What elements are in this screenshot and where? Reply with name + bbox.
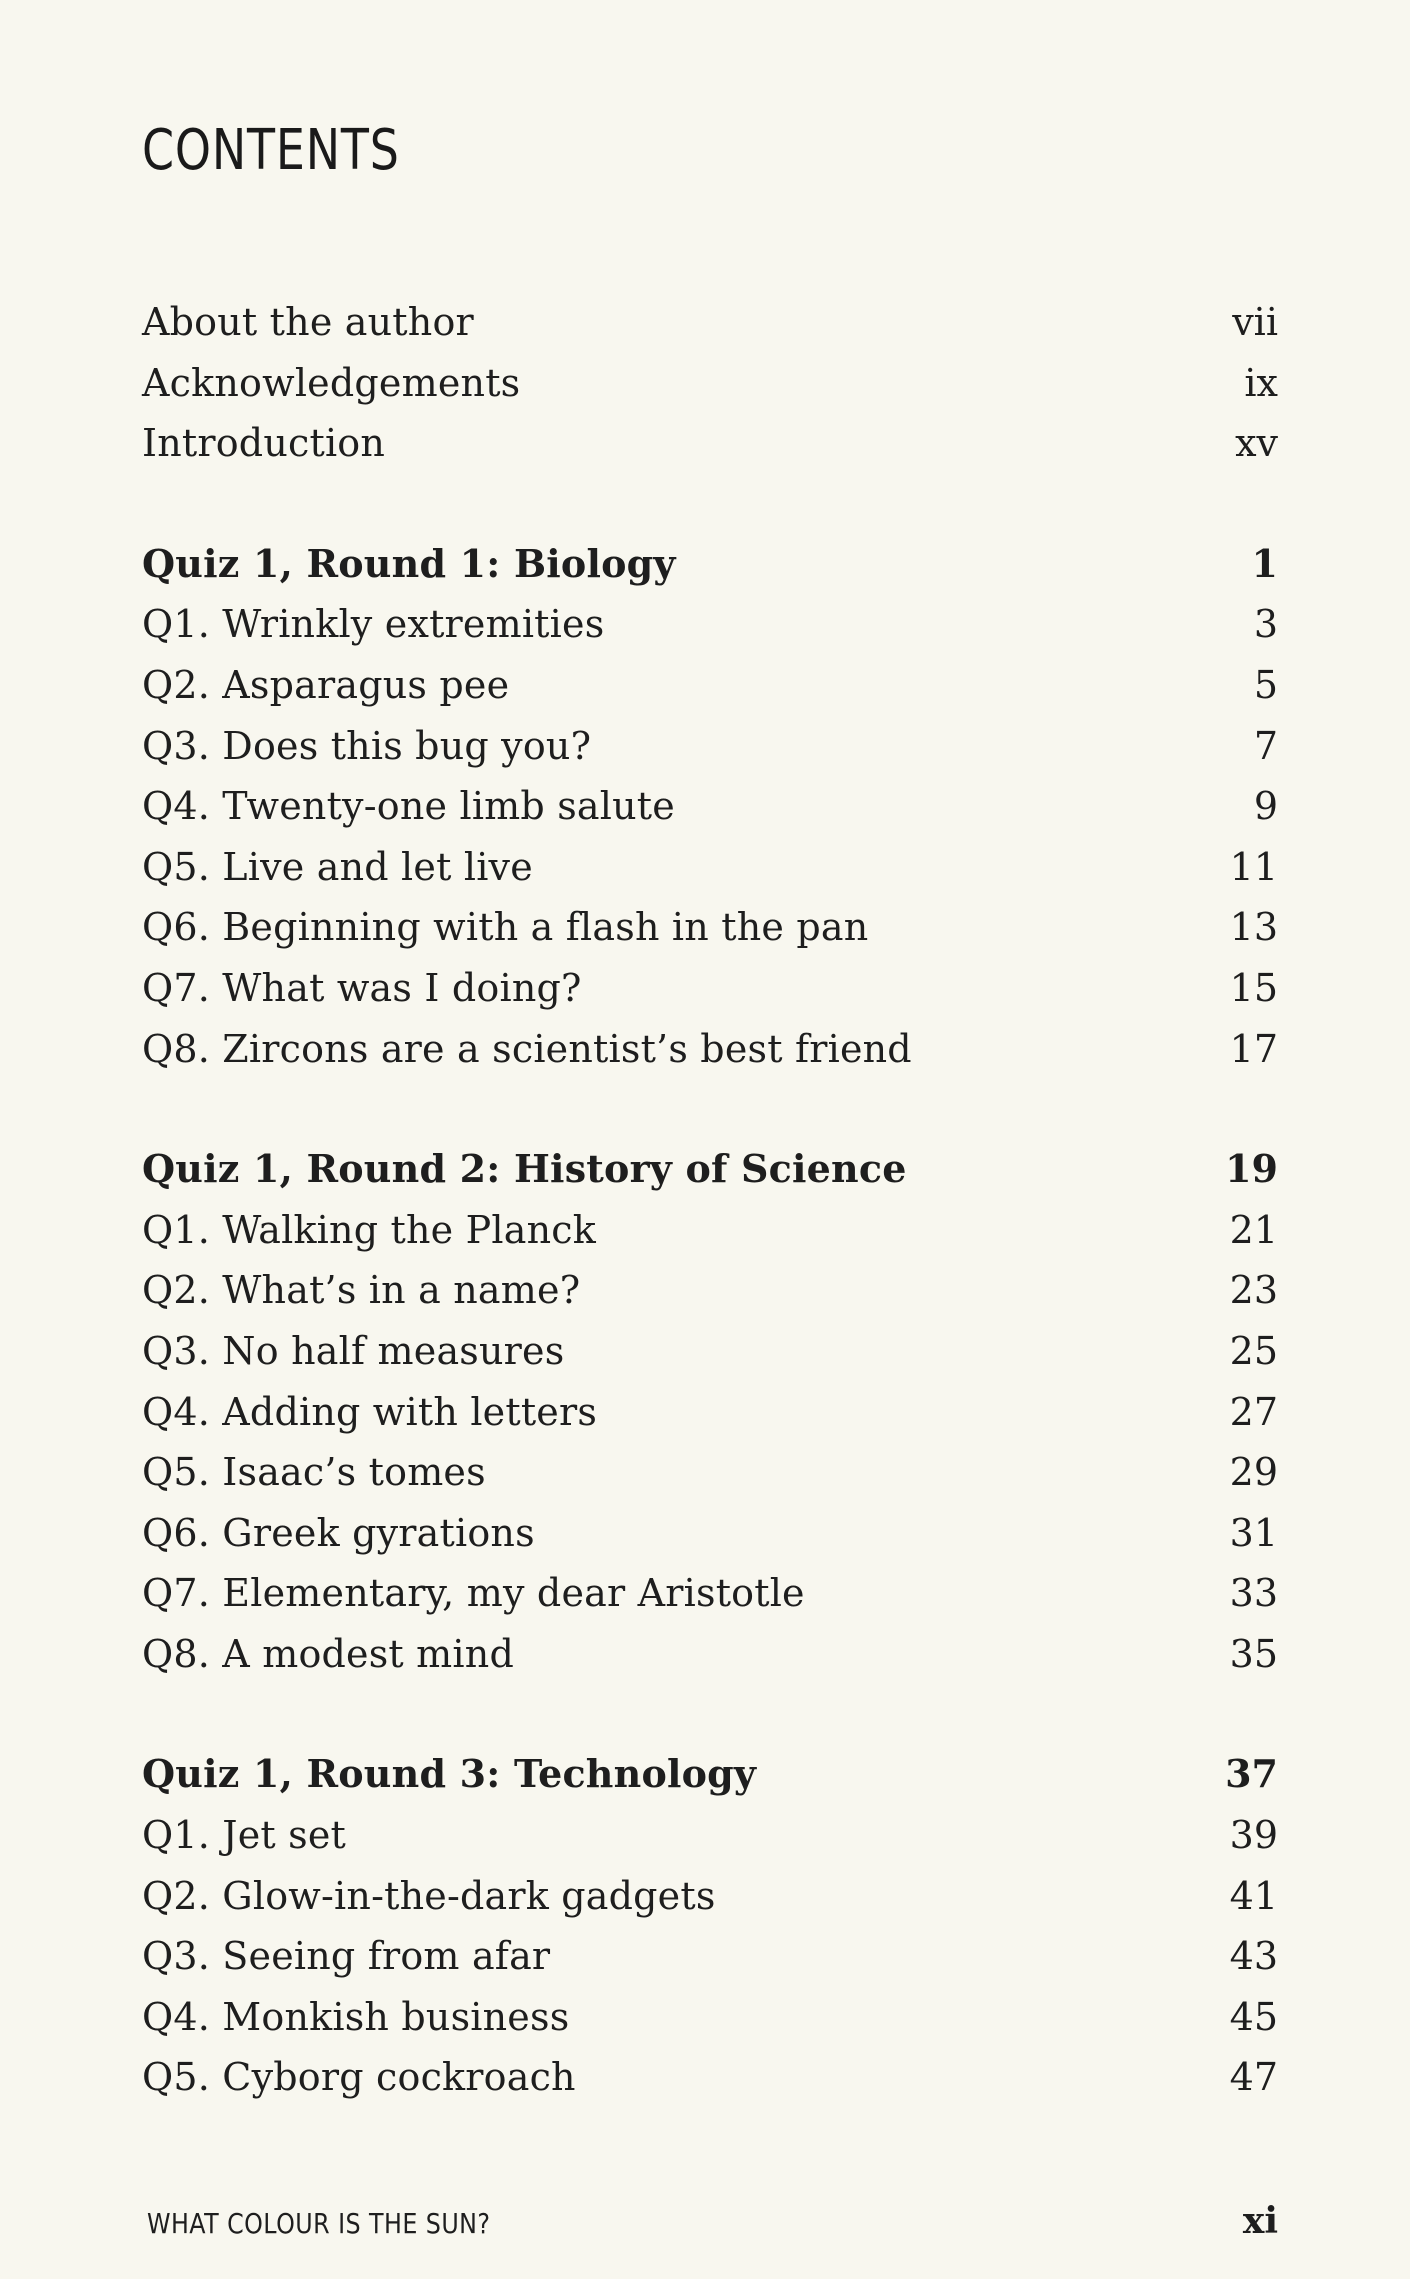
toc-entry-page: 13: [1229, 905, 1278, 950]
toc-entry-page: vii: [1232, 300, 1278, 344]
toc-entry: [142, 776, 1278, 837]
toc-entry-page: 29: [1229, 1450, 1278, 1495]
toc-entry-page: 11: [1229, 844, 1278, 889]
toc-entry-page: 17: [1229, 1026, 1278, 1071]
toc-entry-page: 3: [1253, 602, 1278, 647]
section-heading: [142, 1139, 1278, 1200]
toc-entry-page: 21: [1229, 1207, 1278, 1252]
toc-entry: [142, 1200, 1278, 1261]
section-heading-page: 37: [1225, 1751, 1278, 1797]
toc-entry-page: 35: [1229, 1631, 1278, 1676]
toc-entry: [142, 1382, 1278, 1443]
section-heading-page: 1: [1251, 540, 1278, 586]
toc-entry-label: Q2. Asparagus pee: [142, 662, 510, 707]
toc-entry-label: Q4. Twenty-one limb salute: [142, 784, 675, 829]
toc-entry-label: Q6. Greek gyrations: [142, 1510, 535, 1555]
toc-entry: [142, 837, 1278, 898]
toc-entry-label: Q4. Adding with letters: [142, 1389, 598, 1434]
toc-entry: [142, 413, 1278, 474]
section-heading-label: Quiz 1, Round 1: Biology: [142, 540, 676, 586]
toc-entry-page: 45: [1229, 1994, 1278, 2039]
toc-entry: [142, 1442, 1278, 1503]
toc-entry-page: 7: [1253, 723, 1278, 768]
toc-entry: [142, 1926, 1278, 1987]
toc-entry-label: Q5. Live and let live: [142, 844, 533, 889]
toc-entry: [142, 1624, 1278, 1685]
section-round-1: [142, 534, 1278, 1079]
section-heading-label: Quiz 1, Round 3: Technology: [142, 1751, 757, 1797]
toc-entry: [142, 716, 1278, 777]
toc-entry-label: Acknowledgements: [142, 360, 521, 405]
toc-entry: [142, 1805, 1278, 1866]
toc-entry-page: 41: [1229, 1873, 1278, 1918]
toc-entry: [142, 594, 1278, 655]
toc-entry-page: ix: [1244, 360, 1278, 405]
toc-entry-page: 15: [1229, 965, 1278, 1010]
toc-entry-page: 47: [1229, 2055, 1278, 2100]
page-number: xi: [1242, 2200, 1278, 2242]
toc-entry-page: xv: [1235, 421, 1278, 466]
toc-entry-page: 27: [1229, 1389, 1278, 1434]
section-heading-label: Quiz 1, Round 2: History of Science: [142, 1146, 907, 1192]
toc-entry: [142, 1563, 1278, 1624]
toc-entry: [142, 1987, 1278, 2048]
section-round-3: [142, 1744, 1278, 2108]
toc-entry: [142, 1019, 1278, 1080]
front-matter-group: [142, 292, 1278, 474]
toc-entry: [142, 2047, 1278, 2108]
toc-entry-label: Q8. A modest mind: [142, 1631, 514, 1676]
toc-entry-label: About the author: [142, 300, 474, 344]
toc-entry: [142, 958, 1278, 1019]
toc-entry-label: Introduction: [142, 421, 386, 466]
toc-entry-label: Q1. Jet set: [142, 1813, 347, 1858]
toc-entry-label: Q1. Wrinkly extremities: [142, 602, 605, 647]
toc-entry-page: 33: [1229, 1571, 1278, 1616]
toc-entry-page: 25: [1229, 1328, 1278, 1373]
toc-entry-label: Q5. Cyborg cockroach: [142, 2055, 576, 2100]
toc-entry: [142, 897, 1278, 958]
toc-entry: [142, 1503, 1278, 1564]
toc-entry-label: Q2. What’s in a name?: [142, 1268, 581, 1313]
toc-entry-page: 31: [1229, 1510, 1278, 1555]
toc-entry-label: Q4. Monkish business: [142, 1994, 570, 2039]
toc-entry-label: Q3. No half measures: [142, 1328, 565, 1373]
toc-entry-page: 39: [1229, 1813, 1278, 1858]
toc-entry: [142, 1321, 1278, 1382]
toc-entry-label: Q5. Isaac’s tomes: [142, 1450, 486, 1495]
toc-entry-label: Q7. What was I doing?: [142, 965, 582, 1010]
toc-entry-label: Q8. Zircons are a scientist’s best friend: [142, 1026, 912, 1071]
toc-entry: [142, 353, 1278, 414]
toc-entry: [142, 1866, 1278, 1927]
toc-entry-label: Q1. Walking the Planck: [142, 1207, 596, 1252]
table-of-contents: [142, 292, 1278, 2168]
section-heading: [142, 534, 1278, 595]
section-heading: [142, 1744, 1278, 1805]
page-title: CONTENTS: [142, 118, 400, 183]
toc-entry-label: Q7. Elementary, my dear Aristotle: [142, 1571, 805, 1616]
toc-entry-label: Q3. Does this bug you?: [142, 723, 592, 768]
toc-entry-page: 5: [1253, 662, 1278, 707]
toc-entry: [142, 292, 1278, 353]
section-heading-page: 19: [1225, 1146, 1278, 1192]
running-footer-title: WHAT COLOUR IS THE SUN?: [147, 2207, 491, 2240]
page-footer: [147, 2200, 1278, 2242]
toc-entry-label: Q3. Seeing from afar: [142, 1934, 551, 1979]
toc-entry: [142, 655, 1278, 716]
toc-entry: [142, 1260, 1278, 1321]
toc-entry-label: Q6. Beginning with a flash in the pan: [142, 905, 869, 950]
toc-entry-page: 9: [1253, 784, 1278, 829]
toc-entry-page: 23: [1229, 1268, 1278, 1313]
toc-entry-label: Q2. Glow-in-the-dark gadgets: [142, 1873, 716, 1918]
toc-entry-page: 43: [1229, 1934, 1278, 1979]
section-round-2: [142, 1139, 1278, 1684]
